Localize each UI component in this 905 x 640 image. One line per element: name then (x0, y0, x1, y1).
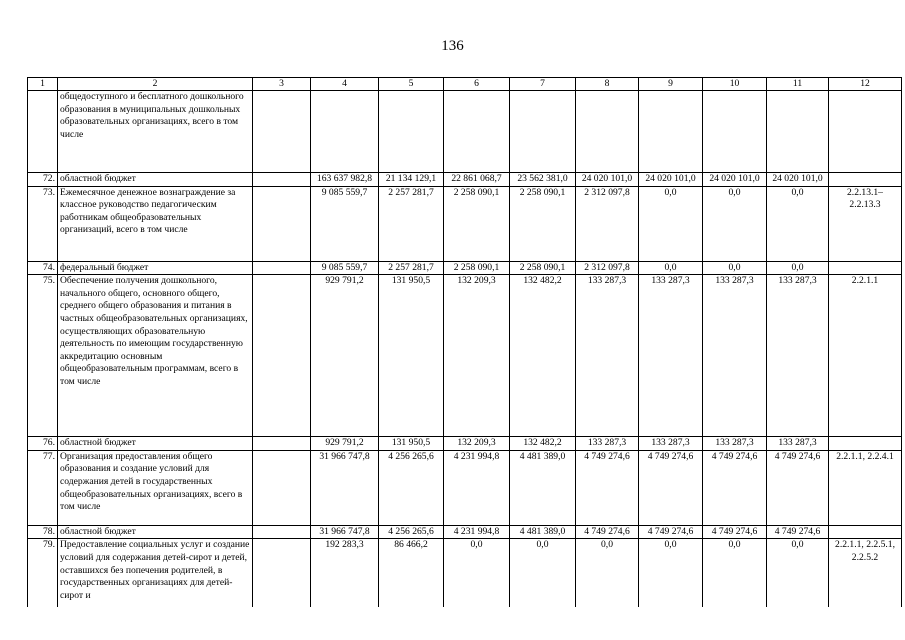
value-cell: 23 562 381,0 (510, 173, 576, 187)
table-row (28, 91, 902, 173)
value-cell: 24 020 101,0 (639, 173, 703, 187)
column-header: 2 (58, 78, 253, 91)
value-cell: 0,0 (767, 261, 829, 275)
value-cell: 4 481 389,0 (510, 450, 576, 525)
value-cell: 4 749 274,6 (639, 525, 703, 539)
value-cell: 0,0 (639, 261, 703, 275)
table-row (28, 186, 902, 261)
page-number: 136 (441, 38, 464, 54)
row-name-cell: Организация предоставления общего образования и создание условий для содержания детей в государственных общеобразовательных организациях, всего в том числе (58, 450, 253, 525)
value-cell (253, 450, 311, 525)
row-number-cell: 76. (28, 437, 58, 451)
value-cell: 4 256 265,6 (379, 450, 444, 525)
value-cell: 0,0 (576, 539, 639, 615)
table-row (28, 261, 902, 275)
value-cell: 4 481 389,0 (510, 525, 576, 539)
value-cell: 4 256 265,6 (379, 525, 444, 539)
value-cell: 0,0 (639, 539, 703, 615)
value-cell (767, 91, 829, 173)
column-header: 9 (639, 78, 703, 91)
column-header: 12 (829, 78, 902, 91)
page-crop-mask (0, 607, 905, 640)
value-cell (253, 173, 311, 187)
value-cell: 132 482,2 (510, 275, 576, 437)
value-cell: 24 020 101,0 (576, 173, 639, 187)
value-cell: 31 966 747,8 (311, 450, 379, 525)
value-cell: 133 287,3 (576, 275, 639, 437)
table-row (28, 539, 902, 615)
value-cell: 131 950,5 (379, 275, 444, 437)
table-row (28, 173, 902, 187)
value-cell (253, 91, 311, 173)
value-cell: 4 749 274,6 (576, 525, 639, 539)
row-number-cell: 79. (28, 539, 58, 615)
value-cell: 2.2.1.1, 2.2.5.1, 2.2.5.2 (829, 539, 902, 615)
column-header: 1 (28, 78, 58, 91)
column-header: 10 (703, 78, 767, 91)
value-cell: 0,0 (639, 186, 703, 261)
column-header: 3 (253, 78, 311, 91)
table-row (28, 437, 902, 451)
value-cell: 4 749 274,6 (767, 525, 829, 539)
row-number-cell (28, 91, 58, 173)
row-name-cell: общедоступного и бесплатного дошкольного образования в муниципальных дошкольных образовательных организациях, всего в том числе (58, 91, 253, 173)
value-cell (829, 261, 902, 275)
row-name-cell: областной бюджет (58, 525, 253, 539)
budget-table (27, 77, 902, 615)
value-cell: 4 749 274,6 (767, 450, 829, 525)
value-cell: 4 749 274,6 (639, 450, 703, 525)
value-cell (253, 275, 311, 437)
row-name-cell: Ежемесячное денежное вознаграждение за классное руководство педагогическим работникам общеобразовательных организаций, всего в том числе (58, 186, 253, 261)
value-cell: 133 287,3 (639, 275, 703, 437)
row-number-cell: 73. (28, 186, 58, 261)
value-cell: 131 950,5 (379, 437, 444, 451)
column-header: 5 (379, 78, 444, 91)
value-cell: 0,0 (444, 539, 510, 615)
value-cell (253, 539, 311, 615)
value-cell: 2 258 090,1 (510, 186, 576, 261)
row-number-cell: 78. (28, 525, 58, 539)
value-cell: 21 134 129,1 (379, 173, 444, 187)
value-cell: 133 287,3 (576, 437, 639, 451)
value-cell: 0,0 (703, 261, 767, 275)
row-name-cell: Обеспечение получения дошкольного, начального общего, основного общего, среднего общего образования и питания в частных общеобразовательных организациях, осуществляющих образовательную деятельность по имеющим государственную аккредитацию основным общеобразовательным программам, всего в том числе (58, 275, 253, 437)
value-cell: 4 231 994,8 (444, 450, 510, 525)
value-cell: 24 020 101,0 (767, 173, 829, 187)
row-number-cell: 75. (28, 275, 58, 437)
value-cell (829, 173, 902, 187)
row-number-cell: 72. (28, 173, 58, 187)
value-cell: 2 258 090,1 (444, 261, 510, 275)
value-cell: 2 312 097,8 (576, 186, 639, 261)
value-cell: 22 861 068,7 (444, 173, 510, 187)
table-row (28, 450, 902, 525)
value-cell: 0,0 (767, 539, 829, 615)
table-row (28, 525, 902, 539)
value-cell (311, 91, 379, 173)
value-cell: 2 312 097,8 (576, 261, 639, 275)
value-cell: 133 287,3 (703, 275, 767, 437)
row-name-cell: областной бюджет (58, 437, 253, 451)
value-cell: 132 482,2 (510, 437, 576, 451)
value-cell (253, 437, 311, 451)
value-cell: 2.2.13.1– 2.2.13.3 (829, 186, 902, 261)
value-cell: 0,0 (767, 186, 829, 261)
value-cell: 929 791,2 (311, 437, 379, 451)
value-cell (703, 91, 767, 173)
value-cell: 2 257 281,7 (379, 186, 444, 261)
value-cell: 133 287,3 (639, 437, 703, 451)
value-cell: 9 085 559,7 (311, 186, 379, 261)
value-cell: 2.2.1.1, 2.2.4.1 (829, 450, 902, 525)
row-name-cell: федеральный бюджет (58, 261, 253, 275)
column-header-row (28, 78, 902, 91)
value-cell: 4 749 274,6 (703, 525, 767, 539)
value-cell: 2 258 090,1 (444, 186, 510, 261)
value-cell: 163 637 982,8 (311, 173, 379, 187)
value-cell: 2 257 281,7 (379, 261, 444, 275)
table-row (28, 275, 902, 437)
value-cell: 133 287,3 (767, 275, 829, 437)
value-cell: 4 749 274,6 (703, 450, 767, 525)
value-cell (510, 91, 576, 173)
value-cell (576, 91, 639, 173)
value-cell (829, 525, 902, 539)
value-cell (379, 91, 444, 173)
column-header: 7 (510, 78, 576, 91)
value-cell: 132 209,3 (444, 437, 510, 451)
value-cell (444, 91, 510, 173)
column-header: 8 (576, 78, 639, 91)
value-cell: 0,0 (510, 539, 576, 615)
row-number-cell: 77. (28, 450, 58, 525)
value-cell (253, 261, 311, 275)
column-header: 4 (311, 78, 379, 91)
value-cell: 4 231 994,8 (444, 525, 510, 539)
value-cell (639, 91, 703, 173)
value-cell (253, 525, 311, 539)
value-cell: 929 791,2 (311, 275, 379, 437)
value-cell: 9 085 559,7 (311, 261, 379, 275)
value-cell: 4 749 274,6 (576, 450, 639, 525)
table-body (28, 78, 902, 615)
value-cell: 24 020 101,0 (703, 173, 767, 187)
value-cell: 0,0 (703, 186, 767, 261)
value-cell: 31 966 747,8 (311, 525, 379, 539)
column-header: 6 (444, 78, 510, 91)
value-cell: 0,0 (703, 539, 767, 615)
row-name-cell: областной бюджет (58, 173, 253, 187)
row-number-cell: 74. (28, 261, 58, 275)
value-cell: 86 466,2 (379, 539, 444, 615)
value-cell: 132 209,3 (444, 275, 510, 437)
column-header: 11 (767, 78, 829, 91)
value-cell (253, 186, 311, 261)
value-cell (829, 91, 902, 173)
row-name-cell: Предоставление социальных услуг и создание условий для содержания детей-сирот и детей, оставшихся без попечения родителей, в государственных организациях для детей-сирот и (58, 539, 253, 615)
value-cell: 2 258 090,1 (510, 261, 576, 275)
value-cell: 2.2.1.1 (829, 275, 902, 437)
value-cell (829, 437, 902, 451)
value-cell: 192 283,3 (311, 539, 379, 615)
value-cell: 133 287,3 (767, 437, 829, 451)
value-cell: 133 287,3 (703, 437, 767, 451)
